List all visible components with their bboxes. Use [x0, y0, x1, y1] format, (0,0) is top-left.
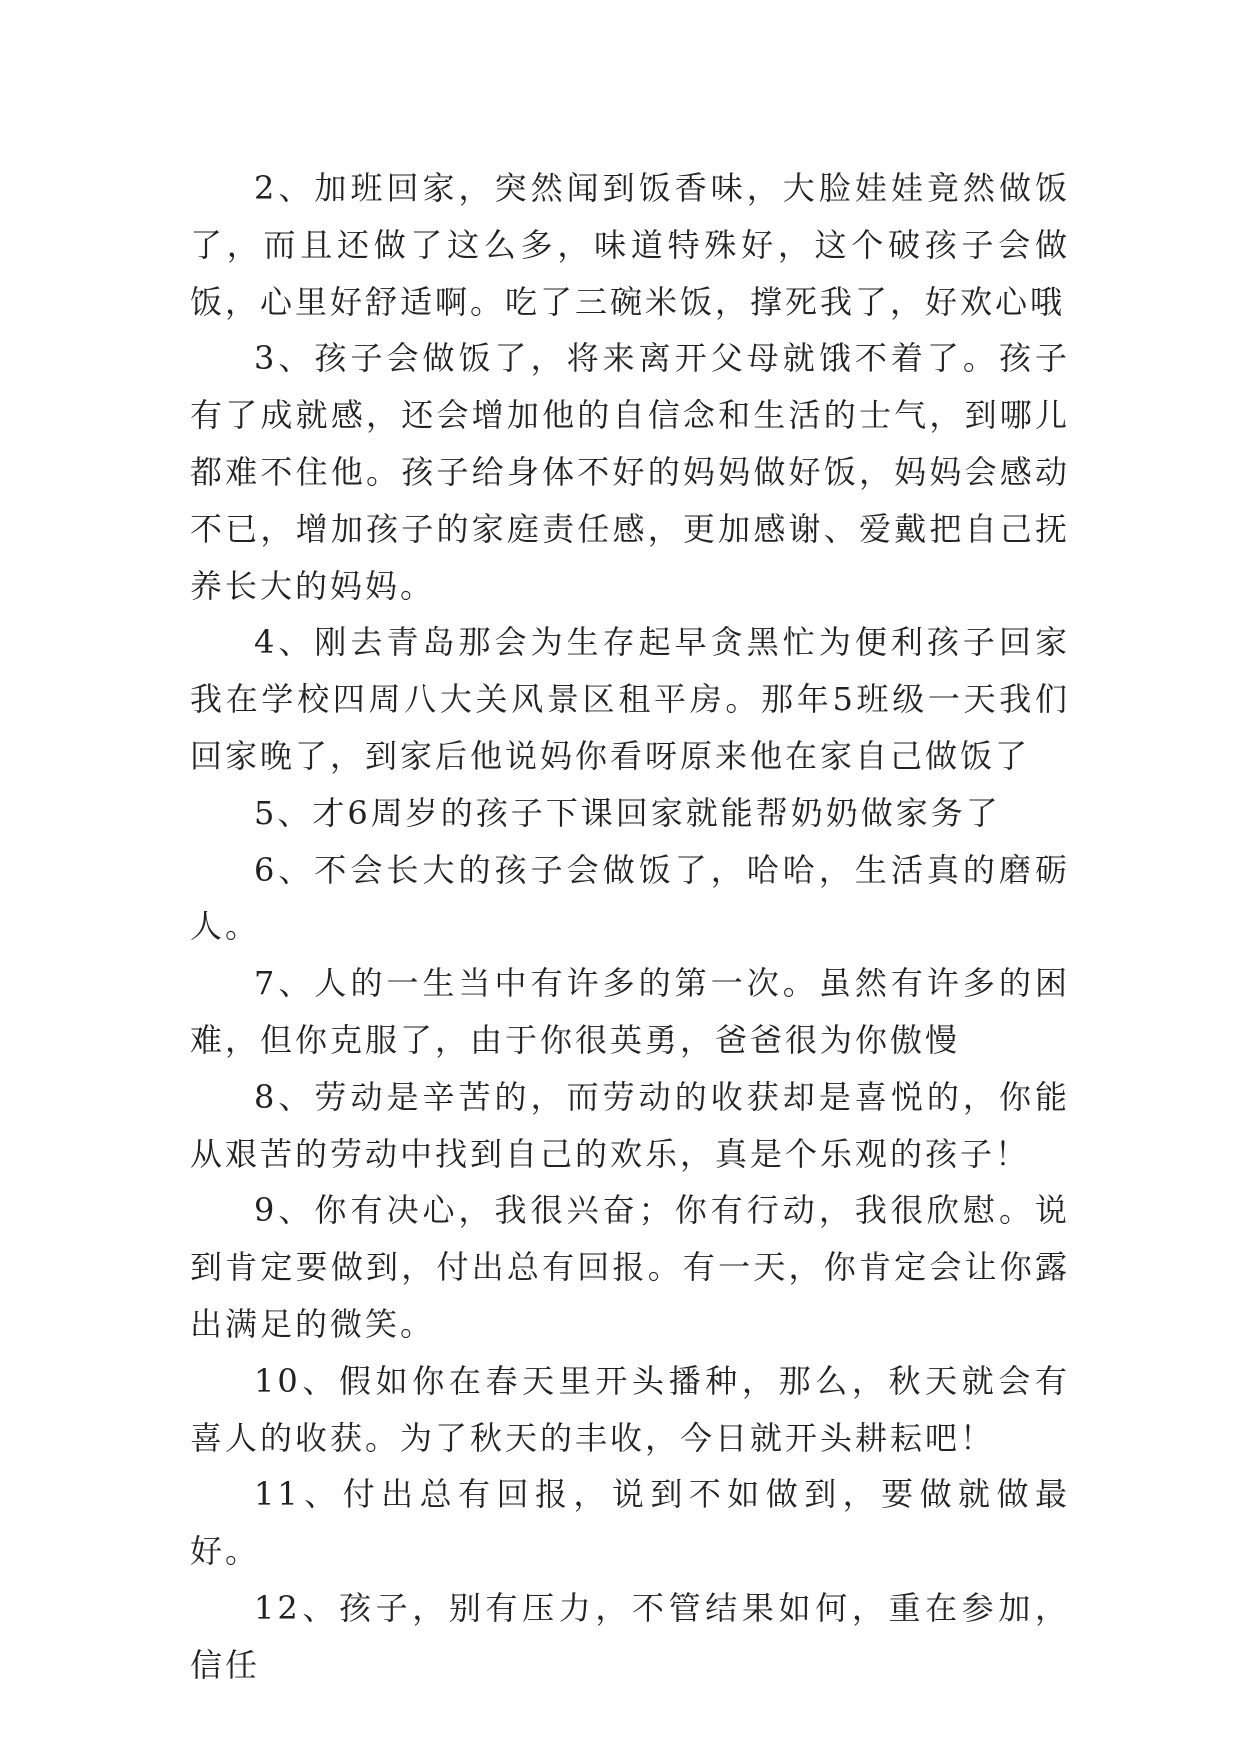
paragraph-11: 11、付出总有回报，说到不如做到，要做就做最好。	[190, 1475, 1070, 1571]
paragraph-9: 9、你有决心，我很兴奋；你有行动，我很欣慰。说到肯定要做到，付出总有回报。有一天，你肯定会让你露出满足的微笑。	[190, 1191, 1070, 1343]
paragraph-10: 10、假如你在春天里开头播种，那么，秋天就会有喜人的收获。为了秋天的丰收，今日就开头耕耘吧！	[190, 1361, 1070, 1457]
paragraph-7: 7、人的一生当中有许多的第一次。虽然有许多的困难，但你克服了，由于你很英勇，爸爸很为你傲慢	[190, 964, 1070, 1059]
paragraph-6: 6、不会长大的孩子会做饭了，哈哈，生活真的磨砺人。	[190, 850, 1070, 946]
paragraph-3: 3、孩子会做饭了，将来离开父母就饿不着了。孩子有了成就感，还会增加他的自信念和生活的士气，到哪儿都难不住他。孩子给身体不好的妈妈做好饭，妈妈会感动不已，增加孩子的家庭责任感，更加感谢、爱戴把自己抚养长大的妈妈。	[190, 339, 1070, 605]
paragraph-5: 5、才6周岁的孩子下课回家就能帮奶奶做家务了	[254, 793, 1001, 832]
document-body	[190, 160, 1070, 1694]
paragraph-4: 4、刚去青岛那会为生存起早贪黑忙为便利孩子回家我在学校四周八大关风景区租平房。那年5班级一天我们回家晚了，到家后他说妈你看呀原来他在家自己做饭了	[190, 623, 1070, 775]
paragraph-8: 8、劳动是辛苦的，而劳动的收获却是喜悦的，你能从艰苦的劳动中找到自己的欢乐，真是个乐观的孩子！	[190, 1077, 1070, 1173]
paragraph-12: 12、孩子，别有压力，不管结果如何，重在参加，信任	[190, 1588, 1070, 1684]
paragraph-2: 2、加班回家，突然闻到饭香味，大脸娃娃竟然做饭了，而且还做了这么多，味道特殊好，这个破孩子会做饭，心里好舒适啊。吃了三碗米饭，撑死我了，好欢心哦	[190, 169, 1070, 321]
